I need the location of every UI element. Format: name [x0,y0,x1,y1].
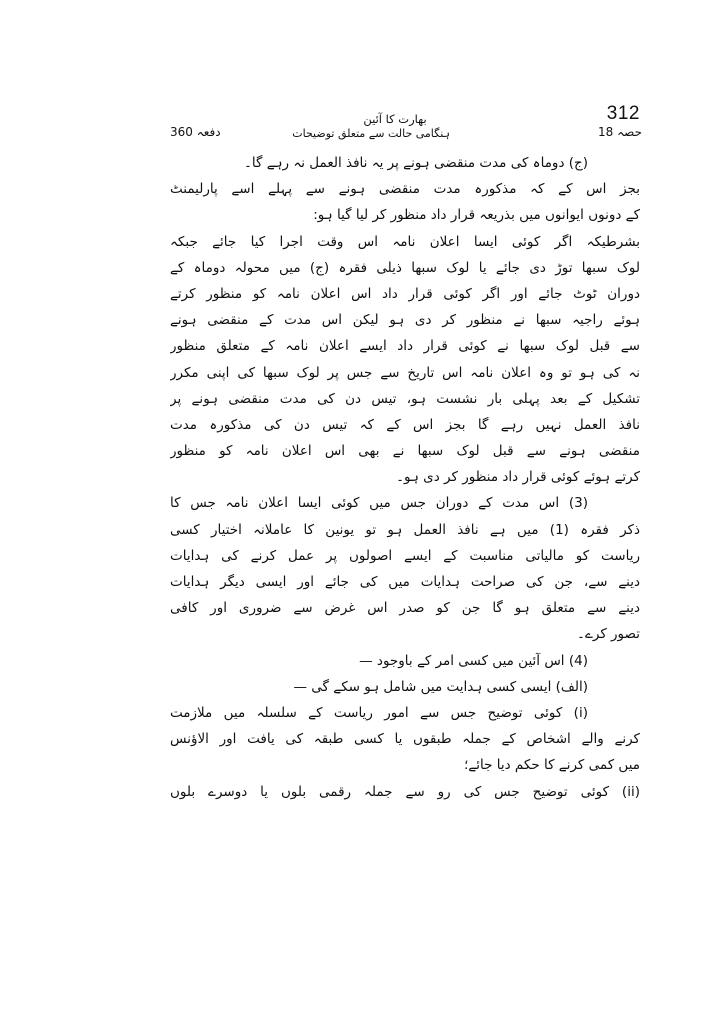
text-line: دینے سے، جن کی صراحت ہدایات میں کی جائے اور ایسی دیگر ہدایات [170,574,640,590]
text-line: (ii) کوئی توضیح جس کی رو سے جملہ رقمی بلوں یا دوسرے بلوں [170,783,640,800]
text-line: نافذ العمل نہیں رہے گا بجز اس کے کہ تیس دن کی مذکورہ مدت [170,416,640,433]
text-line: نہ کی ہو تو وہ اعلان نامہ اس تاریخ سے جس پر لوک سبھا کی اپنی مکرر [170,364,640,381]
text-line: دینے سے متعلق ہو گا جن کو صدر اس غرض سے ضروری اور کافی [170,600,640,617]
text-line: (الف) ایسی کسی ہدایت میں شامل ہو سکے گی — [293,678,588,695]
text-line: ہوئے راجیہ سبھا نے منظور کر دی ہو لیکن اس مدت کے منقضی ہونے [170,312,640,329]
body-text [170,150,640,805]
text-line: ریاست کو مالیاتی مناسبت کے ایسے اصولوں پر عمل کرنے کی ہدایات [170,547,640,564]
text-line: لوک سبھا توڑ دی جائے یا لوک سبھا ذیلی فقرہ (ج) میں محولہ دوماہ کے [170,259,640,276]
text-line: (i) کوئی توضیح جس سے امور ریاست کے سلسلہ میں ملازمت [170,704,588,721]
text-line: (3) اس مدت کے دوران جس میں کوئی ایسا اعلان نامہ جس کا [170,495,588,512]
text-line: (ج) دوماہ کی مدت منقضی ہونے پر یہ نافذ العمل نہ رہے گا۔ [243,155,588,171]
page-number: 312 [606,103,640,124]
running-subtitle: ہنگامی حالت سے متعلق توضیحات [292,127,450,140]
text-line: کرنے والے اشخاص کے جملہ طبقوں یا کسی طبقہ کی یافت اور الاؤنس [170,731,640,748]
running-title: بھارت کا آئین [363,112,427,126]
text-line: بجز اس کے کہ مذکورہ مدت منقضی ہونے سے پہلے اسے پارلیمنٹ [170,181,640,198]
article-label: دفعہ 360 [170,125,221,139]
text-line: منقضی ہونے سے قبل لوک سبھا نے بھی اس اعلان نامہ کو منظور [170,443,640,460]
text-line: کرتے ہوئے کوئی قرار داد منظور کر دی ہو۔ [396,469,640,486]
text-line: دوران ٹوٹ جائے اور اگر کوئی قرار داد اس اعلان نامہ کو منظور کرتے [170,285,640,302]
part-label: حصہ 18 [598,125,642,139]
text-line: بشرطیکہ اگر کوئی ایسا اعلان نامہ اس وقت اجرا کیا جائے جبکہ [170,233,640,250]
text-line: تصور کرے۔ [577,626,640,643]
text-line: سے قبل لوک سبھا نے کوئی قرار داد ایسے اعلان نامہ کے متعلق منظور [170,338,640,355]
text-line: کے دونوں ایوانوں میں بذریعہ قرار داد منظور کر لیا گیا ہو: [313,207,640,224]
text-line: ذکر فقرہ (1) میں ہے نافذ العمل ہو تو یونین کا عاملانہ اختیار کسی [170,521,640,538]
text-line: (4) اس آئین میں کسی امر کے باوجود — [359,652,588,669]
text-line: تشکیل کے بعد پہلی بار نشست ہو، تیس دن کی مدت منقضی ہونے پر [170,390,640,407]
text-line: میں کمی کرنے کا حکم دیا جائے؛ [464,757,640,774]
